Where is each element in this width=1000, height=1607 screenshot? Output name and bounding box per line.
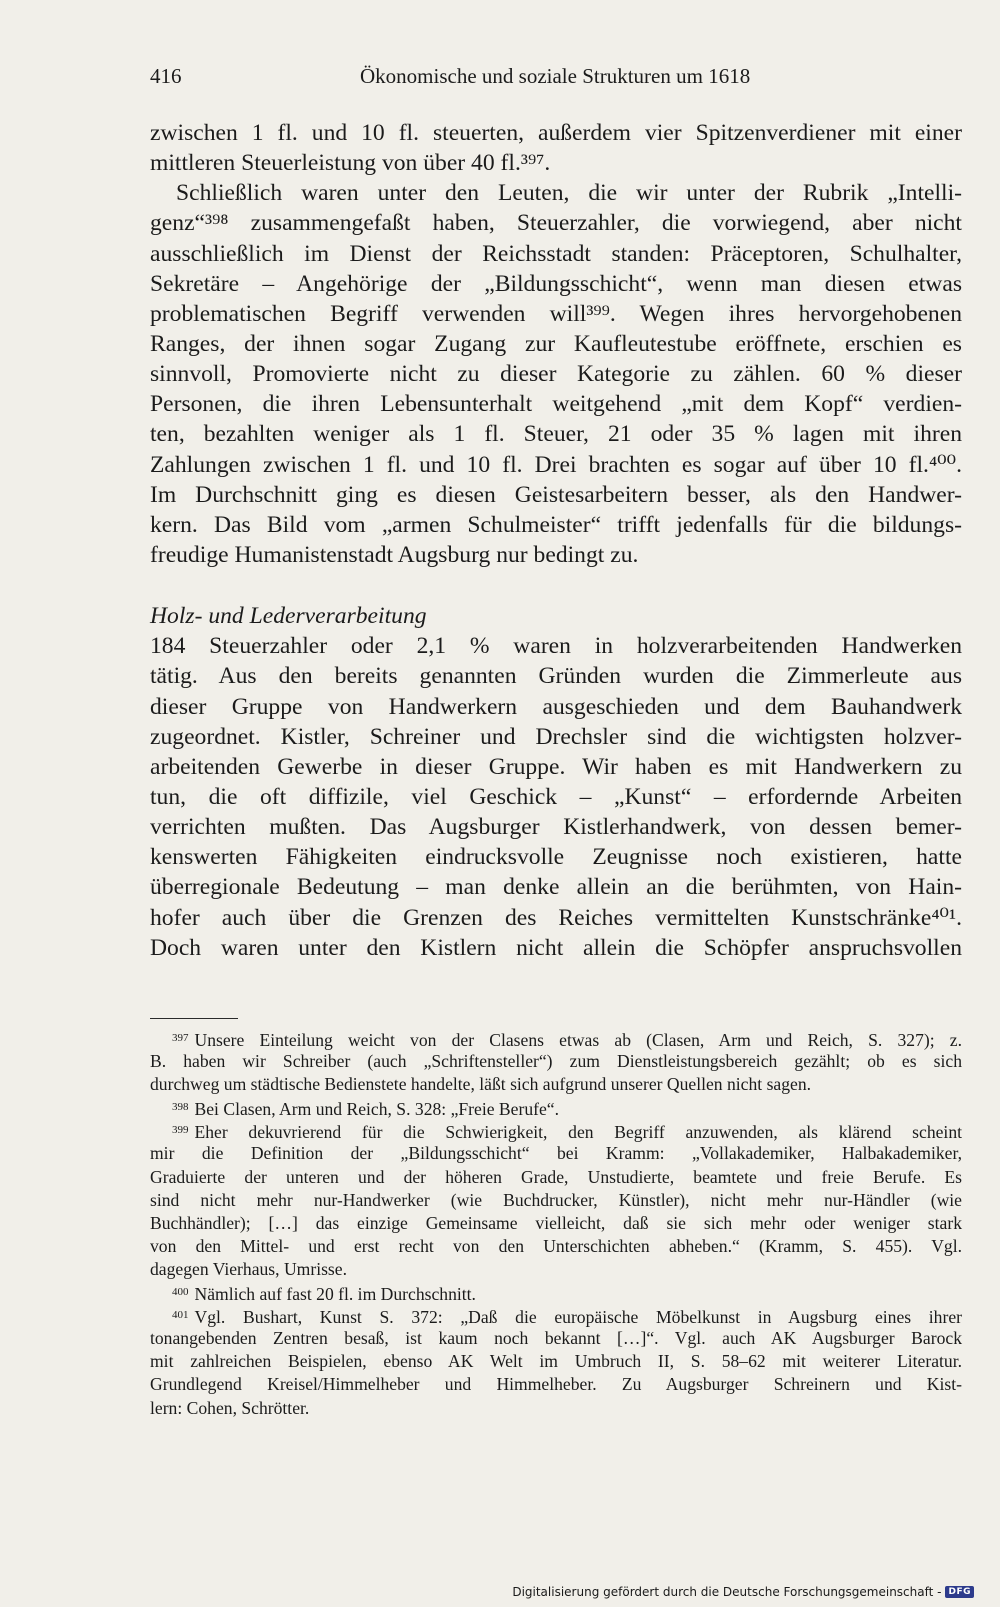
text-line: arbeitenden Gewerbe in dieser Gruppe. Wir haben es mit Handwerkern zu xyxy=(150,753,962,780)
text-line: ausschließlich im Dienst der Reichsstadt standen: Präceptoren, Schulhalter, xyxy=(150,240,962,267)
footnote-line: lern: Cohen, Schrötter. xyxy=(150,1397,310,1418)
footnote-line: $^{401}$ Vgl. Bushart, Kunst S. 372: „Daß die europäische Möbelkunst in Augsburg eines ihrer xyxy=(172,1307,962,1328)
page-number: 416 xyxy=(150,64,182,88)
text-line: freudige Humanistenstadt Augsburg nur bedingt zu. xyxy=(150,541,639,568)
text-line: ten, bezahlten weniger als 1 fl. Steuer, 21 oder 35 % lagen mit ihren xyxy=(150,421,962,448)
footnote-line: Buchhändler); […] das einzige Gemeinsame vielleicht, daß sie sich mehr oder weniger stark xyxy=(150,1212,962,1233)
footnote-line: $^{397}$ Unsere Einteilung weicht von der Clasens etwas ab (Clasen, Arm und Reich, S. 327); z. xyxy=(172,1030,962,1050)
footnote-line: Graduierte der unteren und der höheren Grade, Unstudierte, beamtete und freie Berufe. Es xyxy=(150,1166,962,1187)
text-line: Personen, die ihren Lebensunterhalt weitgehend „mit dem Kopf“ verdien- xyxy=(150,391,962,418)
page-header xyxy=(150,64,962,94)
dfg-logo-icon: DFG xyxy=(945,1586,974,1598)
footnote-line: von den Mittel- und erst recht von den Unterschichten abheben.“ (Kramm, S. 455). Vgl. xyxy=(150,1235,962,1256)
footer-text: Digitalisierung gefördert durch die Deutsche Forschungsgemeinschaft - xyxy=(512,1585,942,1599)
text-line: genz“³⁹⁸ zusammengefaßt haben, Steuerzahler, die vorwiegend, aber nicht xyxy=(150,210,962,237)
text-line: Doch waren unter den Kistlern nicht allein die Schöpfer anspruchsvollen xyxy=(150,934,962,961)
footnote-line: sind nicht mehr nur-Handwerker (wie Buchdrucker, Künstler), nicht mehr nur-Händler (wie xyxy=(150,1189,962,1210)
footnotes xyxy=(150,1018,962,1420)
footnote-line: Grundlegend Kreisel/Himmelheber und Himmelheber. Zu Augsburger Schreinern und Kist- xyxy=(150,1374,962,1395)
footnote-line: dagegen Vierhaus, Umrisse. xyxy=(150,1258,347,1279)
text-line: 184 Steuerzahler oder 2,1 % waren in holzverarbeitenden Handwerken xyxy=(150,633,962,660)
running-title: Ökonomische und soziale Strukturen um 1618 xyxy=(360,64,751,88)
text-line: kern. Das Bild vom „armen Schulmeister“ trifft jedenfalls für die bildungs- xyxy=(150,511,962,538)
text-line: dieser Gruppe von Handwerkern ausgeschieden und dem Bauhandwerk xyxy=(150,693,962,720)
footnote-number: 397 xyxy=(172,1032,189,1044)
footnote-number: 400 xyxy=(172,1286,189,1299)
footnote-line: B. haben wir Schreiber (auch „Schriftensteller“) zum Dienstleistungsbereich gezählt; ob es sich xyxy=(150,1051,962,1072)
text-line: überregionale Bedeutung – man denke allein an die berühmten, von Hain- xyxy=(150,874,962,901)
footnote-line: $^{398}$ Bei Clasen, Arm und Reich, S. 328: „Freie Berufe“. xyxy=(172,1099,560,1120)
text-line: kenswerten Fähigkeiten eindrucksvolle Zeugnisse noch existieren, hatte xyxy=(150,844,962,871)
digitization-footer xyxy=(512,1585,974,1599)
text-line: tun, die oft diffizile, viel Geschick – „Kunst“ – erfordernde Arbeiten xyxy=(150,783,962,810)
text-line: Sekretäre – Angehörige der „Bildungsschicht“, wenn man diesen etwas xyxy=(150,270,962,297)
footnote-number: 398 xyxy=(172,1101,189,1114)
text-line: verrichten mußten. Das Augsburger Kistlerhandwerk, von dessen bemer- xyxy=(150,814,962,841)
footnote-rule xyxy=(150,1018,238,1019)
text-line: tätig. Aus den bereits genannten Gründen wurden die Zimmerleute aus xyxy=(150,663,962,690)
footnote-line: mir die Definition der „Bildungsschicht“ bei Kramm: „Vollakademiker, Halbakademiker, xyxy=(150,1143,962,1164)
footnote-line: $^{400}$ Nämlich auf fast 20 fl. im Durchschnitt. xyxy=(172,1284,476,1305)
text-line: Im Durchschnitt ging es diesen Geistesarbeitern besser, als den Handwer- xyxy=(150,481,962,508)
footnote-line: $^{399}$ Eher dekuvrierend für die Schwierigkeit, den Begriff anzuwenden, als klärend scheint xyxy=(172,1122,962,1143)
footnote-number: 401 xyxy=(172,1309,189,1322)
text-line: mittleren Steuerleistung von über 40 fl.³⁹⁷. xyxy=(150,150,551,177)
footnote-line: durchweg um städtische Bedienstete handelte, läßt sich aufgrund unserer Quellen nicht sagen. xyxy=(150,1074,812,1095)
text-line: Ranges, der ihnen sogar Zugang zur Kaufleutestube eröffnete, erschien es xyxy=(150,330,962,357)
footnote-line: mit zahlreichen Beispielen, ebenso AK Welt im Umbruch II, S. 58–62 mit weiterer Literatur. xyxy=(150,1351,962,1372)
text-line: sinnvoll, Promovierte nicht zu dieser Kategorie zu zählen. 60 % dieser xyxy=(150,361,962,388)
text-line: problematischen Begriff verwenden will³⁹⁹. Wegen ihres hervorgehobenen xyxy=(150,300,962,327)
main-text xyxy=(150,118,962,963)
text-line: Zahlungen zwischen 1 fl. und 10 fl. Drei brachten es sogar auf über 10 fl.⁴⁰⁰. xyxy=(150,451,962,478)
text-line: zugeordnet. Kistler, Schreiner und Drechsler sind die wichtigsten holzver- xyxy=(150,723,962,750)
footnote-line: tonangebenden Zentren besaß, ist kaum noch bekannt […]“. Vgl. auch AK Augsburger Barock xyxy=(150,1328,962,1349)
section-heading: Holz- und Lederverarbeitung xyxy=(150,603,427,630)
text-line: zwischen 1 fl. und 10 fl. steuerten, außerdem vier Spitzenverdiener mit einer xyxy=(150,120,962,146)
footnote-number: 399 xyxy=(172,1124,189,1137)
text-line: hofer auch über die Grenzen des Reiches vermittelten Kunstschränke⁴⁰¹. xyxy=(150,904,962,931)
text-line: Schließlich waren unter den Leuten, die wir unter der Rubrik „Intelli- xyxy=(176,180,962,207)
